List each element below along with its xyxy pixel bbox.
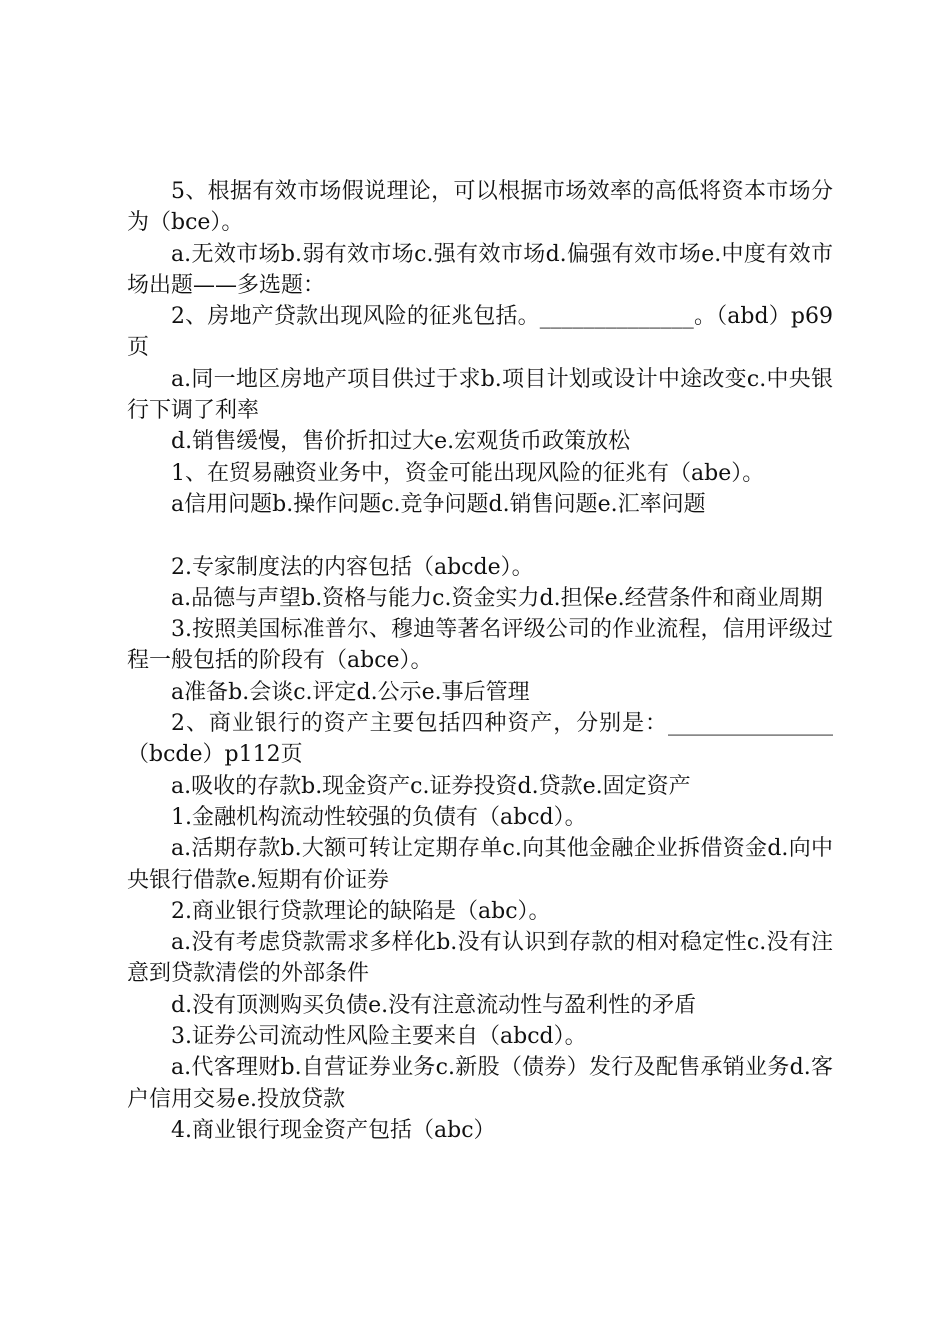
- paragraph: d.没有顶测购买负债e.没有注意流动性与盈利性的矛盾: [171, 992, 697, 1018]
- paragraph: 3.证券公司流动性风险主要来自（abcd）。: [171, 1024, 587, 1050]
- paragraph: 1.金融机构流动性较强的负债有（abcd）。: [171, 804, 587, 830]
- paragraph: 5、根据有效市场假说理论，可以根据市场效率的高低将资本市场分为（bce）。: [127, 179, 833, 236]
- paragraph: a.没有考虑贷款需求多样化b.没有认识到存款的相对稳定性c.没有注意到贷款清偿的外部条件: [127, 930, 833, 987]
- paragraph: a信用问题b.操作问题c.竞争问题d.销售问题e.汇率问题: [171, 491, 706, 517]
- paragraph: a.品德与声望b.资格与能力c.资金实力d.担保e.经营条件和商业周期: [171, 585, 823, 611]
- paragraph: 2、商业银行的资产主要包括四种资产，分别是：_______________（bcde）p112页: [127, 711, 833, 768]
- paragraph: 2、房地产贷款出现风险的征兆包括。______________。（abd）p69页: [127, 304, 833, 361]
- paragraph: a.无效市场b.弱有效市场c.强有效市场d.偏强有效市场e.中度有效市场出题——多选题：: [127, 241, 833, 298]
- blank-line: [127, 520, 833, 551]
- paragraph: a.吸收的存款b.现金资产c.证券投资d.贷款e.固定资产: [171, 773, 691, 799]
- paragraph: d.销售缓慢，售价折扣过大e.宏观货币政策放松: [171, 429, 631, 455]
- paragraph: a.活期存款b.大额可转让定期存单c.向其他金融企业拆借资金d.向中央银行借款e.短期有价证券: [127, 836, 833, 893]
- paragraph: a.代客理财b.自营证券业务c.新股（债券）发行及配售承销业务d.客户信用交易e.投放贷款: [127, 1055, 833, 1112]
- paragraph: 2.商业银行贷款理论的缺陷是（abc）。: [171, 898, 551, 924]
- document-body: [127, 176, 833, 1146]
- paragraph: a准备b.会谈c.评定d.公示e.事后管理: [171, 679, 530, 705]
- paragraph: 3.按照美国标准普尔、穆迪等著名评级公司的作业流程，信用评级过程一般包括的阶段有（abce）。: [127, 617, 833, 674]
- paragraph: 4.商业银行现金资产包括（abc）: [171, 1117, 496, 1143]
- paragraph: 2.专家制度法的内容包括（abcde）。: [171, 554, 534, 580]
- paragraph: a.同一地区房地产项目供过于求b.项目计划或设计中途改变c.中央银行下调了利率: [127, 366, 833, 424]
- paragraph: 1、在贸易融资业务中，资金可能出现风险的征兆有（abe）。: [171, 460, 765, 486]
